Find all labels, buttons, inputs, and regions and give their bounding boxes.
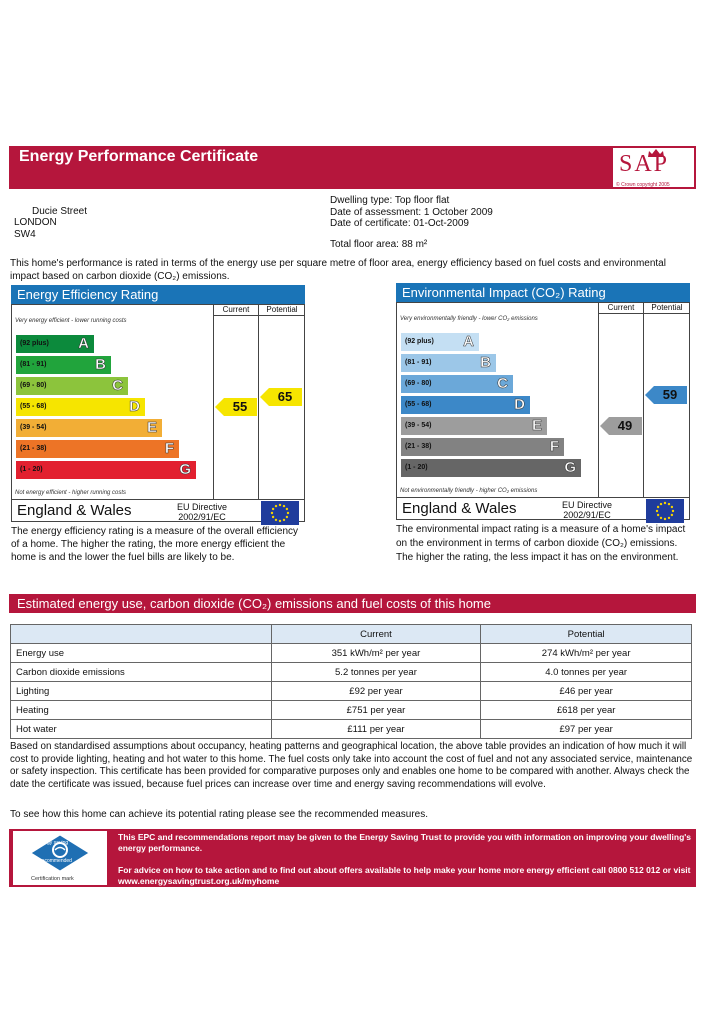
- potential-rating-arrow: [645, 386, 687, 409]
- eu-directive: EU Directive 2002/91/EC: [562, 500, 613, 520]
- estimates-table: [10, 624, 692, 739]
- potential-column-header: Potential: [651, 303, 683, 312]
- table-cell: Carbon dioxide emissions: [11, 663, 272, 682]
- rating-band-c: [401, 375, 513, 393]
- environmental-impact-panel: [396, 283, 690, 565]
- logo-bottom-text: Certification mark: [31, 876, 74, 882]
- rating-band-a: [401, 333, 479, 351]
- bottom-note: Not environmentally friendly - higher CO₂ emissions: [400, 488, 538, 494]
- efficiency-description: The energy efficiency rating is a measure of the overall efficiency of a home. The higher the rating, the more energy efficient the home is and the lower the fuel bills are likely to be.: [11, 526, 299, 563]
- potential-rating-arrow: [260, 388, 302, 411]
- estimates-header: Estimated energy use, carbon dioxide (CO₂) emissions and fuel costs of this home: [9, 594, 696, 613]
- band-letter: C: [497, 375, 508, 392]
- rating-band-f: [16, 440, 179, 458]
- band-range: (39 - 54): [405, 422, 432, 429]
- rating-band-e: [401, 417, 547, 435]
- current-rating-value: 55: [232, 399, 248, 414]
- table-cell: Lighting: [11, 682, 272, 701]
- region-label: England & Wales: [402, 500, 517, 517]
- band-letter: G: [179, 461, 191, 478]
- top-note: Very energy efficient - lower running costs: [15, 318, 127, 324]
- table-cell: Heating: [11, 701, 272, 720]
- eu-directive: EU Directive 2002/91/EC: [177, 502, 228, 522]
- energy-efficiency-title: Energy Efficiency Rating: [11, 285, 305, 304]
- band-range: (69 - 80): [20, 382, 47, 389]
- energy-efficiency-chart: [11, 304, 305, 522]
- environmental-impact-chart: [396, 302, 690, 520]
- date-of-certificate: Date of certificate: 01-Oct-2009: [330, 218, 469, 229]
- see-measures-text: To see how this home can achieve its potential rating please see the recommended measures.: [10, 809, 429, 820]
- band-letter: C: [112, 377, 123, 394]
- band-range: (1 - 20): [405, 464, 428, 471]
- table-row: [11, 644, 692, 663]
- region-label: England & Wales: [17, 502, 132, 519]
- current-column-header: Current: [222, 305, 250, 314]
- banner-text-2: For advice on how to take action and to find out about offers available to help make your home more energy efficient call 0800 512 012 or visit www.energysavingtrust.org.uk/myhome: [118, 865, 691, 886]
- address-line-1: Ducie Street: [32, 206, 88, 217]
- table-row: [11, 663, 692, 682]
- band-letter: A: [78, 335, 89, 352]
- table-cell: 351 kWh/m² per year: [271, 644, 481, 663]
- table-row: [11, 682, 692, 701]
- table-cell: 4.0 tonnes per year: [481, 663, 692, 682]
- table-header-cell: Potential: [481, 625, 692, 644]
- certificate-header: [9, 146, 696, 189]
- band-range: (39 - 54): [20, 424, 47, 431]
- dwelling-type: Dwelling type: Top floor flat: [330, 195, 450, 206]
- table-cell: £97 per year: [481, 720, 692, 739]
- environment-description: The environmental impact rating is a measure of a home's impact on the environment in terms of carbon dioxide (CO₂) emissions. The higher the rating, the less impact it has on the environment.: [396, 524, 686, 563]
- table-cell: £751 per year: [271, 701, 481, 720]
- logo-top-text: energy saving: [37, 840, 69, 846]
- crown-copyright: © Crown copyright 2005: [616, 182, 670, 188]
- rating-band-d: [401, 396, 530, 414]
- band-range: (81 - 91): [405, 359, 432, 366]
- band-letter: A: [463, 333, 474, 350]
- eu-flag-icon: [646, 499, 684, 523]
- table-cell: 274 kWh/m² per year: [481, 644, 692, 663]
- intro-text: This home's performance is rated in terms of the energy use per square metre of floor area, energy efficiency based on fuel costs and environmental impact based on carbon dioxide (CO₂) emissions.: [10, 258, 666, 282]
- total-floor-area: Total floor area: 88 m²: [330, 239, 428, 250]
- certificate-title: Energy Performance Certificate: [19, 148, 259, 165]
- band-letter: F: [549, 438, 559, 455]
- band-range: (21 - 38): [405, 443, 432, 450]
- band-range: (92 plus): [20, 340, 49, 347]
- table-header-row: [11, 625, 692, 644]
- potential-rating-value: 59: [662, 387, 678, 402]
- table-row: [11, 720, 692, 739]
- energy-efficiency-panel: [11, 285, 305, 564]
- band-letter: G: [564, 459, 576, 476]
- logo-mid-text: recommended: [40, 858, 72, 864]
- rating-band-f: [401, 438, 564, 456]
- current-rating-arrow: [600, 417, 642, 440]
- band-range: (55 - 68): [405, 401, 432, 408]
- table-cell: £111 per year: [271, 720, 481, 739]
- table-cell: 5.2 tonnes per year: [271, 663, 481, 682]
- rating-band-g: [16, 461, 196, 479]
- rating-band-a: [16, 335, 94, 353]
- eu-flag-icon: [261, 501, 299, 525]
- table-cell: £46 per year: [481, 682, 692, 701]
- potential-column-header: Potential: [266, 305, 298, 314]
- bottom-note: Not energy efficient - higher running costs: [15, 490, 127, 496]
- table-header-cell: [11, 625, 272, 644]
- band-letter: F: [164, 440, 174, 457]
- table-row: [11, 701, 692, 720]
- estimates-note: Based on standardised assumptions about occupancy, heating patterns and geographical location, the above table provides an indication of how much it will cost to provide lighting, heating and hot water to this home. The fuel costs only take into account the cost of fuel and not any associated service, maintenance or safety inspection. This certificate has been provided for comparative purposes only and enables one home to be compared with another. Always check the date the certificate was issued, because fuel prices can increase over time and energy saving recommendations will evolve.: [10, 741, 693, 790]
- table-cell: Energy use: [11, 644, 272, 663]
- band-range: (1 - 20): [20, 466, 43, 473]
- band-letter: D: [129, 398, 140, 415]
- address-line-2: LONDON: [14, 217, 57, 228]
- band-range: (69 - 80): [405, 380, 432, 387]
- address-line-3: SW4: [14, 229, 36, 240]
- sap-logo-text: SAP: [619, 151, 670, 177]
- rating-band-e: [16, 419, 162, 437]
- rating-band-b: [16, 356, 111, 374]
- band-letter: B: [95, 356, 106, 373]
- band-letter: B: [480, 354, 491, 371]
- sap-logo: [611, 146, 696, 189]
- table-cell: Hot water: [11, 720, 272, 739]
- current-rating-value: 49: [617, 418, 633, 433]
- table-cell: £92 per year: [271, 682, 481, 701]
- table-cell: £618 per year: [481, 701, 692, 720]
- table-header-cell: Current: [271, 625, 481, 644]
- energy-saving-recommended-logo: [13, 831, 107, 885]
- environmental-impact-title: Environmental Impact (CO₂) Rating: [396, 283, 690, 302]
- band-range: (21 - 38): [20, 445, 47, 452]
- banner-text-1: This EPC and recommendations report may be given to the Energy Saving Trust to provide you with information on improving your dwelling's energy performance.: [118, 832, 692, 853]
- band-letter: D: [514, 396, 525, 413]
- current-rating-arrow: [215, 398, 257, 421]
- top-note: Very environmentally friendly - lower CO₂ emissions: [400, 316, 538, 322]
- date-of-assessment: Date of assessment: 1 October 2009: [330, 207, 493, 218]
- rating-band-g: [401, 459, 581, 477]
- rating-band-c: [16, 377, 128, 395]
- rating-band-b: [401, 354, 496, 372]
- potential-rating-value: 65: [277, 389, 293, 404]
- band-range: (55 - 68): [20, 403, 47, 410]
- band-range: (92 plus): [405, 338, 434, 345]
- band-letter: E: [146, 419, 157, 436]
- recommended-badge-icon: [27, 833, 93, 873]
- current-column-header: Current: [607, 303, 635, 312]
- band-letter: E: [531, 417, 542, 434]
- band-range: (81 - 91): [20, 361, 47, 368]
- energy-saving-trust-banner: [9, 829, 696, 887]
- rating-band-d: [16, 398, 145, 416]
